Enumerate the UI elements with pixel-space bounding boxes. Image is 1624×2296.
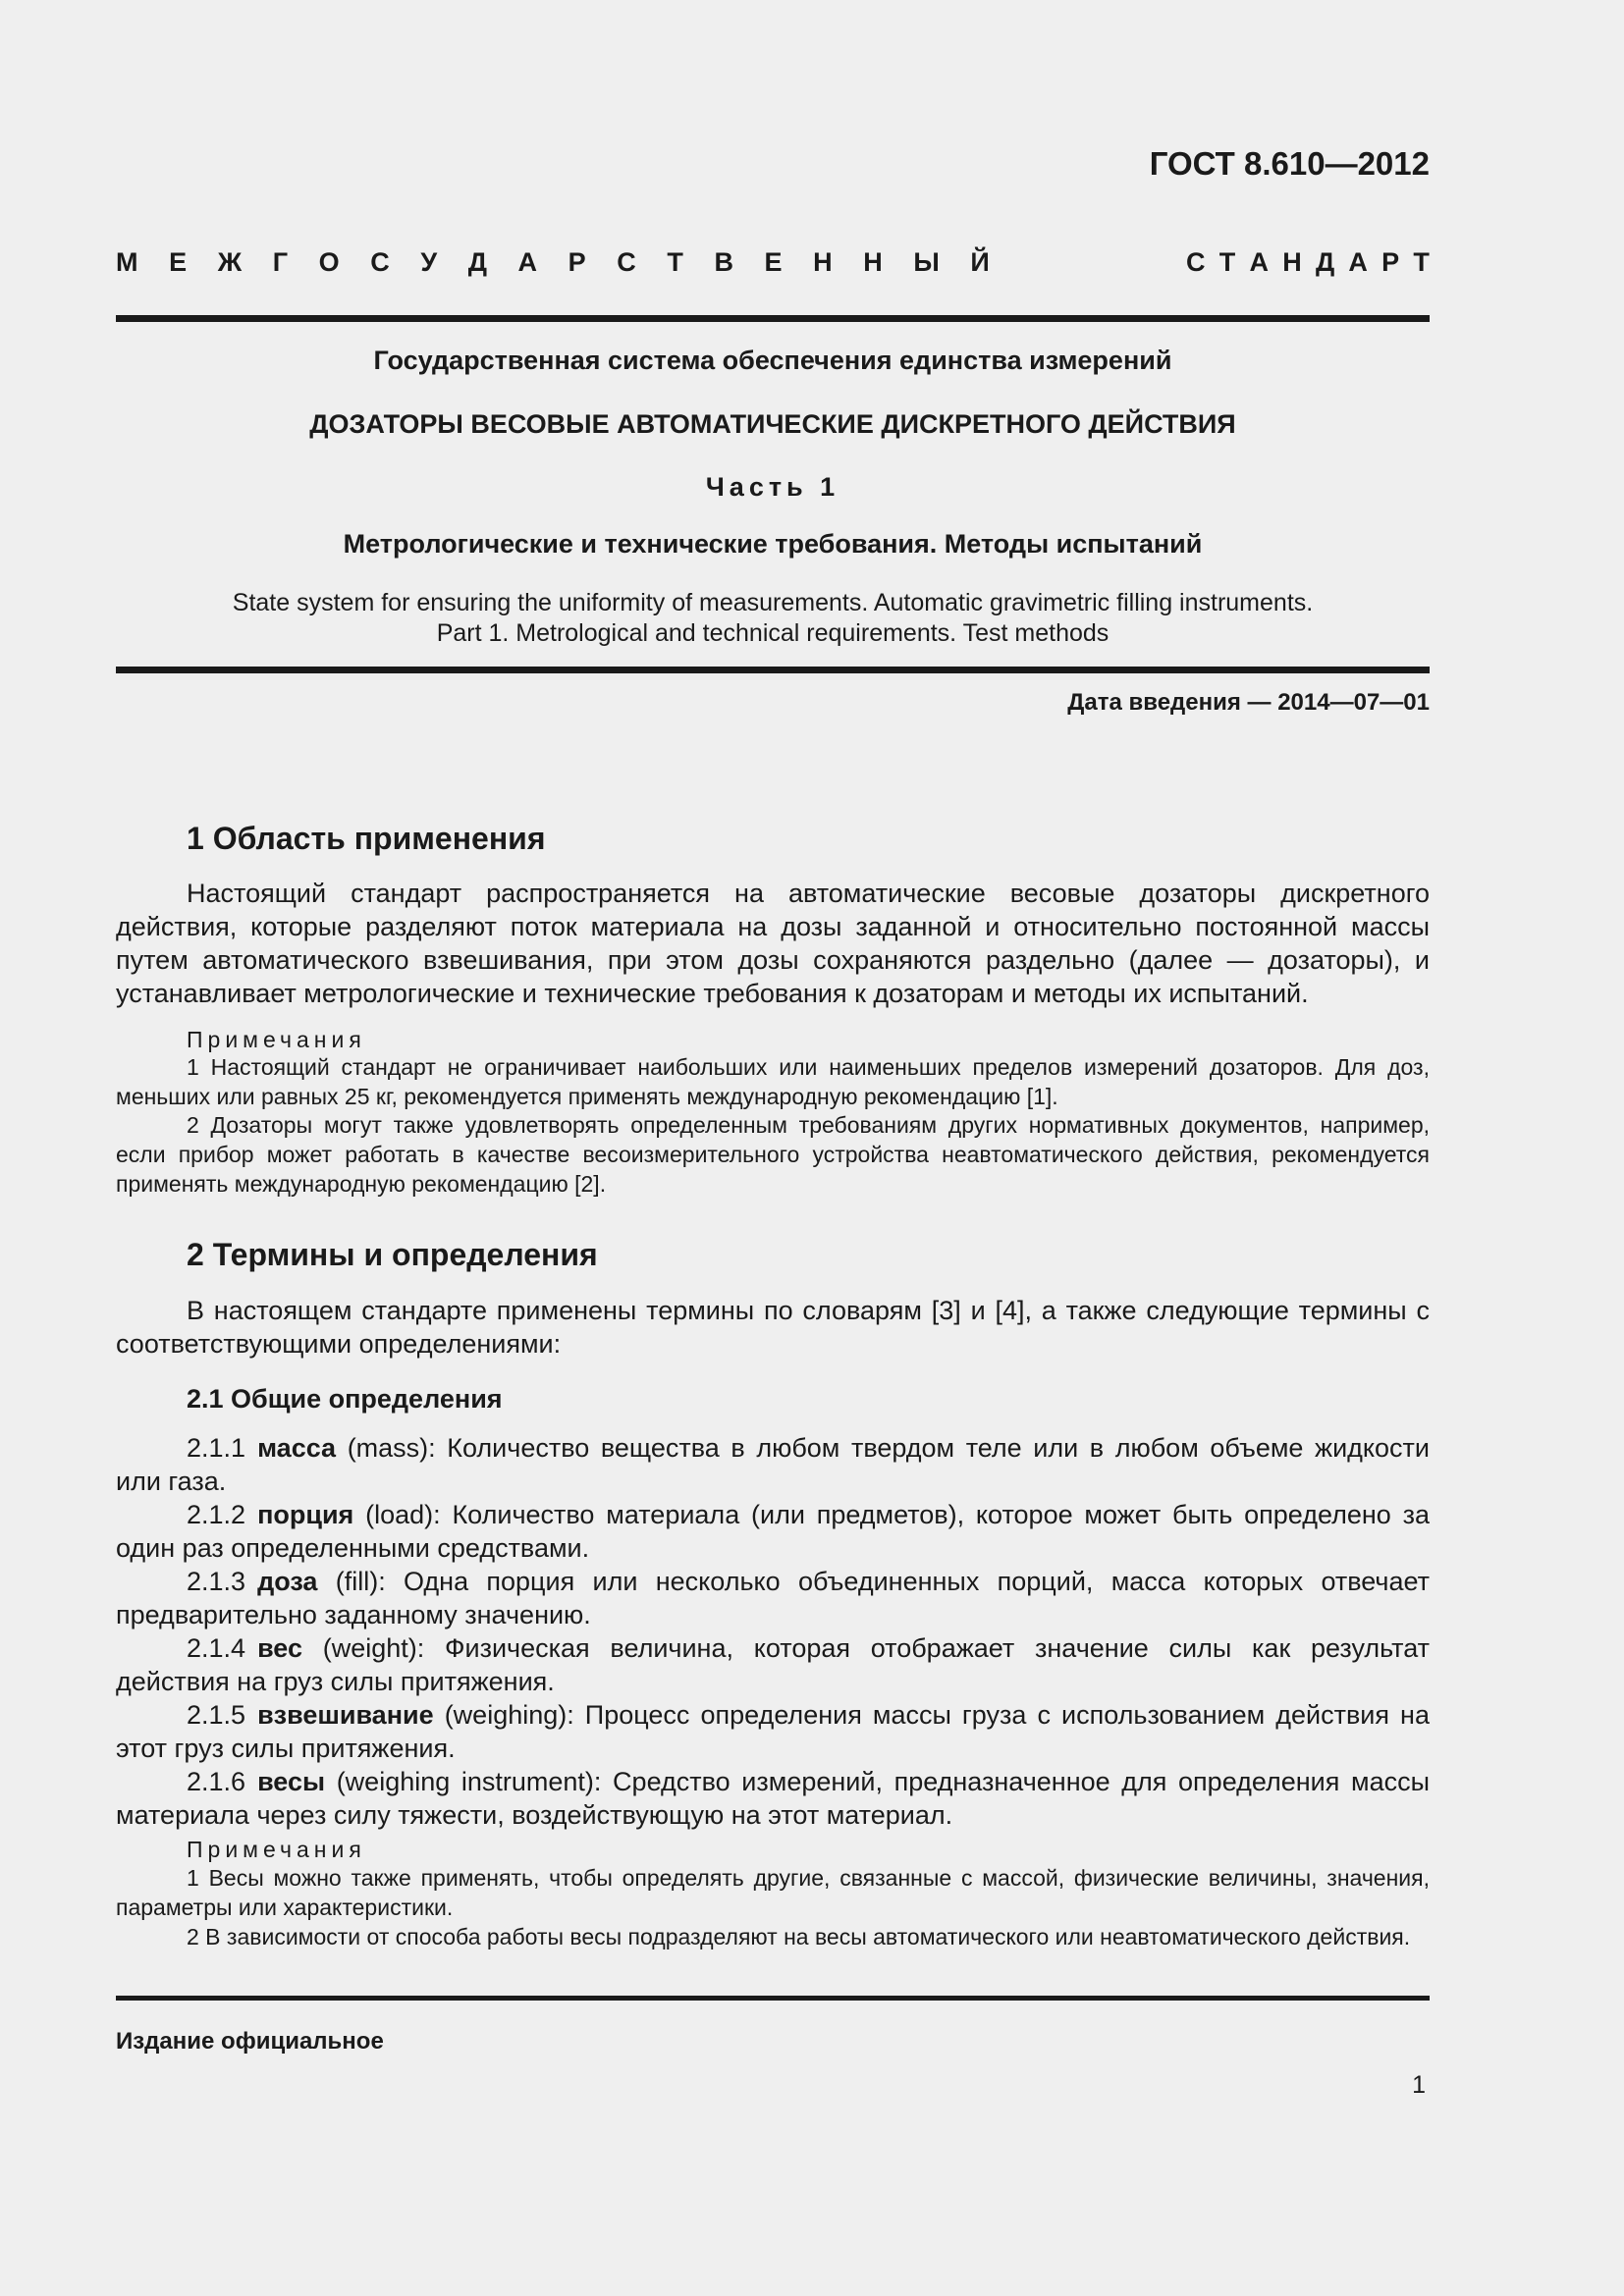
- banner-letter: Ж: [217, 247, 243, 277]
- banner-letter: В: [714, 247, 733, 277]
- banner-letter: Р: [568, 247, 586, 277]
- banner-letter: У: [420, 247, 438, 277]
- banner-letter: Е: [169, 247, 188, 277]
- subtitle: Метрологические и технические требования. Методы испытаний: [343, 529, 1203, 559]
- section-1-notes-title: Примечания: [187, 1027, 366, 1052]
- banner-letter: А: [1348, 247, 1368, 277]
- banner-letter: А: [517, 247, 538, 277]
- banner-letter: О: [318, 247, 340, 277]
- term-entry: [116, 1765, 1430, 1832]
- term-name: порция: [257, 1500, 354, 1529]
- banner-word-interstate: [116, 247, 990, 278]
- note-text: 1 Настоящий стандарт не ограничивает наибольших или наименьших пределов измерений дозаторов. Для доз, меньших или равных 25 кг, рекомендуется применять международную рекомендацию [1].: [116, 1054, 1430, 1109]
- banner-letter: С: [1186, 247, 1206, 277]
- terms-intro-paragraph: В настоящем стандарте применены термины по словарям [3] и [4], а также следующие термины с соответствующими определениями:: [116, 1296, 1430, 1359]
- term-name: взвешивание: [257, 1700, 434, 1730]
- term-name: весы: [257, 1767, 326, 1796]
- section-1-note-2: [116, 1110, 1430, 1199]
- term-number: 2.1.5: [187, 1700, 246, 1730]
- banner-letter: Е: [764, 247, 783, 277]
- footer-divider: [116, 1996, 1430, 2001]
- title-divider: [116, 667, 1430, 673]
- banner-letter: Ы: [913, 247, 940, 277]
- interstate-standard-banner: [116, 247, 1430, 283]
- term-definition: (fill): Одна порция или несколько объединенных порций, масса которых отвечает предварительно заданному значению.: [116, 1567, 1430, 1629]
- subsection-2-1-heading: 2.1 Общие определения: [187, 1384, 503, 1414]
- term-entry: [116, 1698, 1430, 1765]
- banner-letter: Н: [813, 247, 833, 277]
- main-title: ДОЗАТОРЫ ВЕСОВЫЕ АВТОМАТИЧЕСКИЕ ДИСКРЕТНОГО ДЕЙСТВИЯ: [309, 409, 1236, 439]
- term-name: доза: [257, 1567, 318, 1596]
- term-number: 2.1.1: [187, 1433, 246, 1463]
- english-title-line2: Part 1. Metrological and technical requirements. Test methods: [436, 619, 1110, 647]
- english-title-line1: State system for ensuring the uniformity of measurements. Automatic gravimetric filling instruments.: [232, 589, 1314, 616]
- standard-number: ГОСТ 8.610—2012: [1149, 145, 1430, 182]
- banner-letter: Т: [1218, 247, 1236, 277]
- section-1-note-1: [116, 1052, 1430, 1111]
- banner-letter: Г: [272, 247, 289, 277]
- term-number: 2.1.4: [187, 1633, 246, 1663]
- term-definition: (weighing): Процесс определения массы груза с использованием действия на этот груз силы притяжения.: [116, 1700, 1430, 1763]
- banner-letter: Н: [863, 247, 883, 277]
- section-2-paragraph: [116, 1294, 1430, 1361]
- note-text: 2 В зависимости от способа работы весы подразделяют на весы автоматического или неавтоматического действия.: [187, 1924, 1411, 1949]
- header-divider: [116, 315, 1430, 322]
- banner-letter: Й: [970, 247, 990, 277]
- section-2-notes-title: Примечания: [187, 1837, 366, 1862]
- term-definition: (load): Количество материала (или предметов), которое может быть определено за один раз определенными средствами.: [116, 1500, 1430, 1563]
- banner-letter: Р: [1381, 247, 1400, 277]
- banner-letter: Д: [1315, 247, 1335, 277]
- term-name: масса: [257, 1433, 337, 1463]
- term-number: 2.1.3: [187, 1567, 246, 1596]
- banner-letter: С: [617, 247, 636, 277]
- term-number: 2.1.6: [187, 1767, 246, 1796]
- terms-list: [116, 1431, 1430, 1832]
- part-title: Часть 1: [705, 472, 840, 502]
- introduction-date: Дата введения — 2014—07—01: [1067, 689, 1430, 716]
- term-entry: [116, 1431, 1430, 1498]
- banner-letter: М: [116, 247, 138, 277]
- banner-letter: Н: [1282, 247, 1302, 277]
- banner-letter: Д: [467, 247, 487, 277]
- section-2-note-2: [116, 1922, 1430, 1951]
- section-1-paragraph: [116, 877, 1430, 1010]
- official-edition-label: Издание официальное: [116, 2028, 384, 2055]
- note-text: 2 Дозаторы могут также удовлетворять определенным требованиям других нормативных документов, например, если прибор может работать в качестве весоизмерительного устройства неавтоматического действия, рекомендуется применять международную рекомендацию [2].: [116, 1112, 1430, 1197]
- term-definition: (weighing instrument): Средство измерений, предназначенное для определения массы материала через силу тяжести, воздействующую на этот материал.: [116, 1767, 1430, 1830]
- section-2-heading: 2 Термины и определения: [187, 1237, 598, 1272]
- page-number: 1: [1412, 2071, 1426, 2099]
- banner-letter: А: [1249, 247, 1269, 277]
- banner-letter: Т: [667, 247, 683, 277]
- section-1-heading: 1 Область применения: [187, 821, 546, 856]
- term-entry: [116, 1565, 1430, 1631]
- term-number: 2.1.2: [187, 1500, 246, 1529]
- term-name: вес: [257, 1633, 302, 1663]
- term-entry: [116, 1631, 1430, 1698]
- scope-paragraph: Настоящий стандарт распространяется на автоматические весовые дозаторы дискретного действия, которые разделяют поток материала на дозы заданной и относительно постоянной массы путем автоматического взвешивания, при этом дозы сохраняются раздельно (далее — дозаторы), и устанавливает метрологические и технические требования к дозаторам и методы их испытаний.: [116, 879, 1430, 1008]
- term-definition: (mass): Количество вещества в любом твердом теле или в любом объеме жидкости или газа.: [116, 1433, 1430, 1496]
- term-entry: [116, 1498, 1430, 1565]
- banner-word-standard: [1186, 247, 1430, 278]
- banner-letter: Т: [1413, 247, 1430, 277]
- system-title: Государственная система обеспечения единства измерений: [373, 346, 1172, 375]
- banner-letter: С: [370, 247, 390, 277]
- term-definition: (weight): Физическая величина, которая отображает значение силы как результат действия на груз силы притяжения.: [116, 1633, 1430, 1696]
- section-2-note-1: [116, 1863, 1430, 1922]
- note-text: 1 Весы можно также применять, чтобы определять другие, связанные с массой, физические величины, значения, параметры или характеристики.: [116, 1865, 1430, 1920]
